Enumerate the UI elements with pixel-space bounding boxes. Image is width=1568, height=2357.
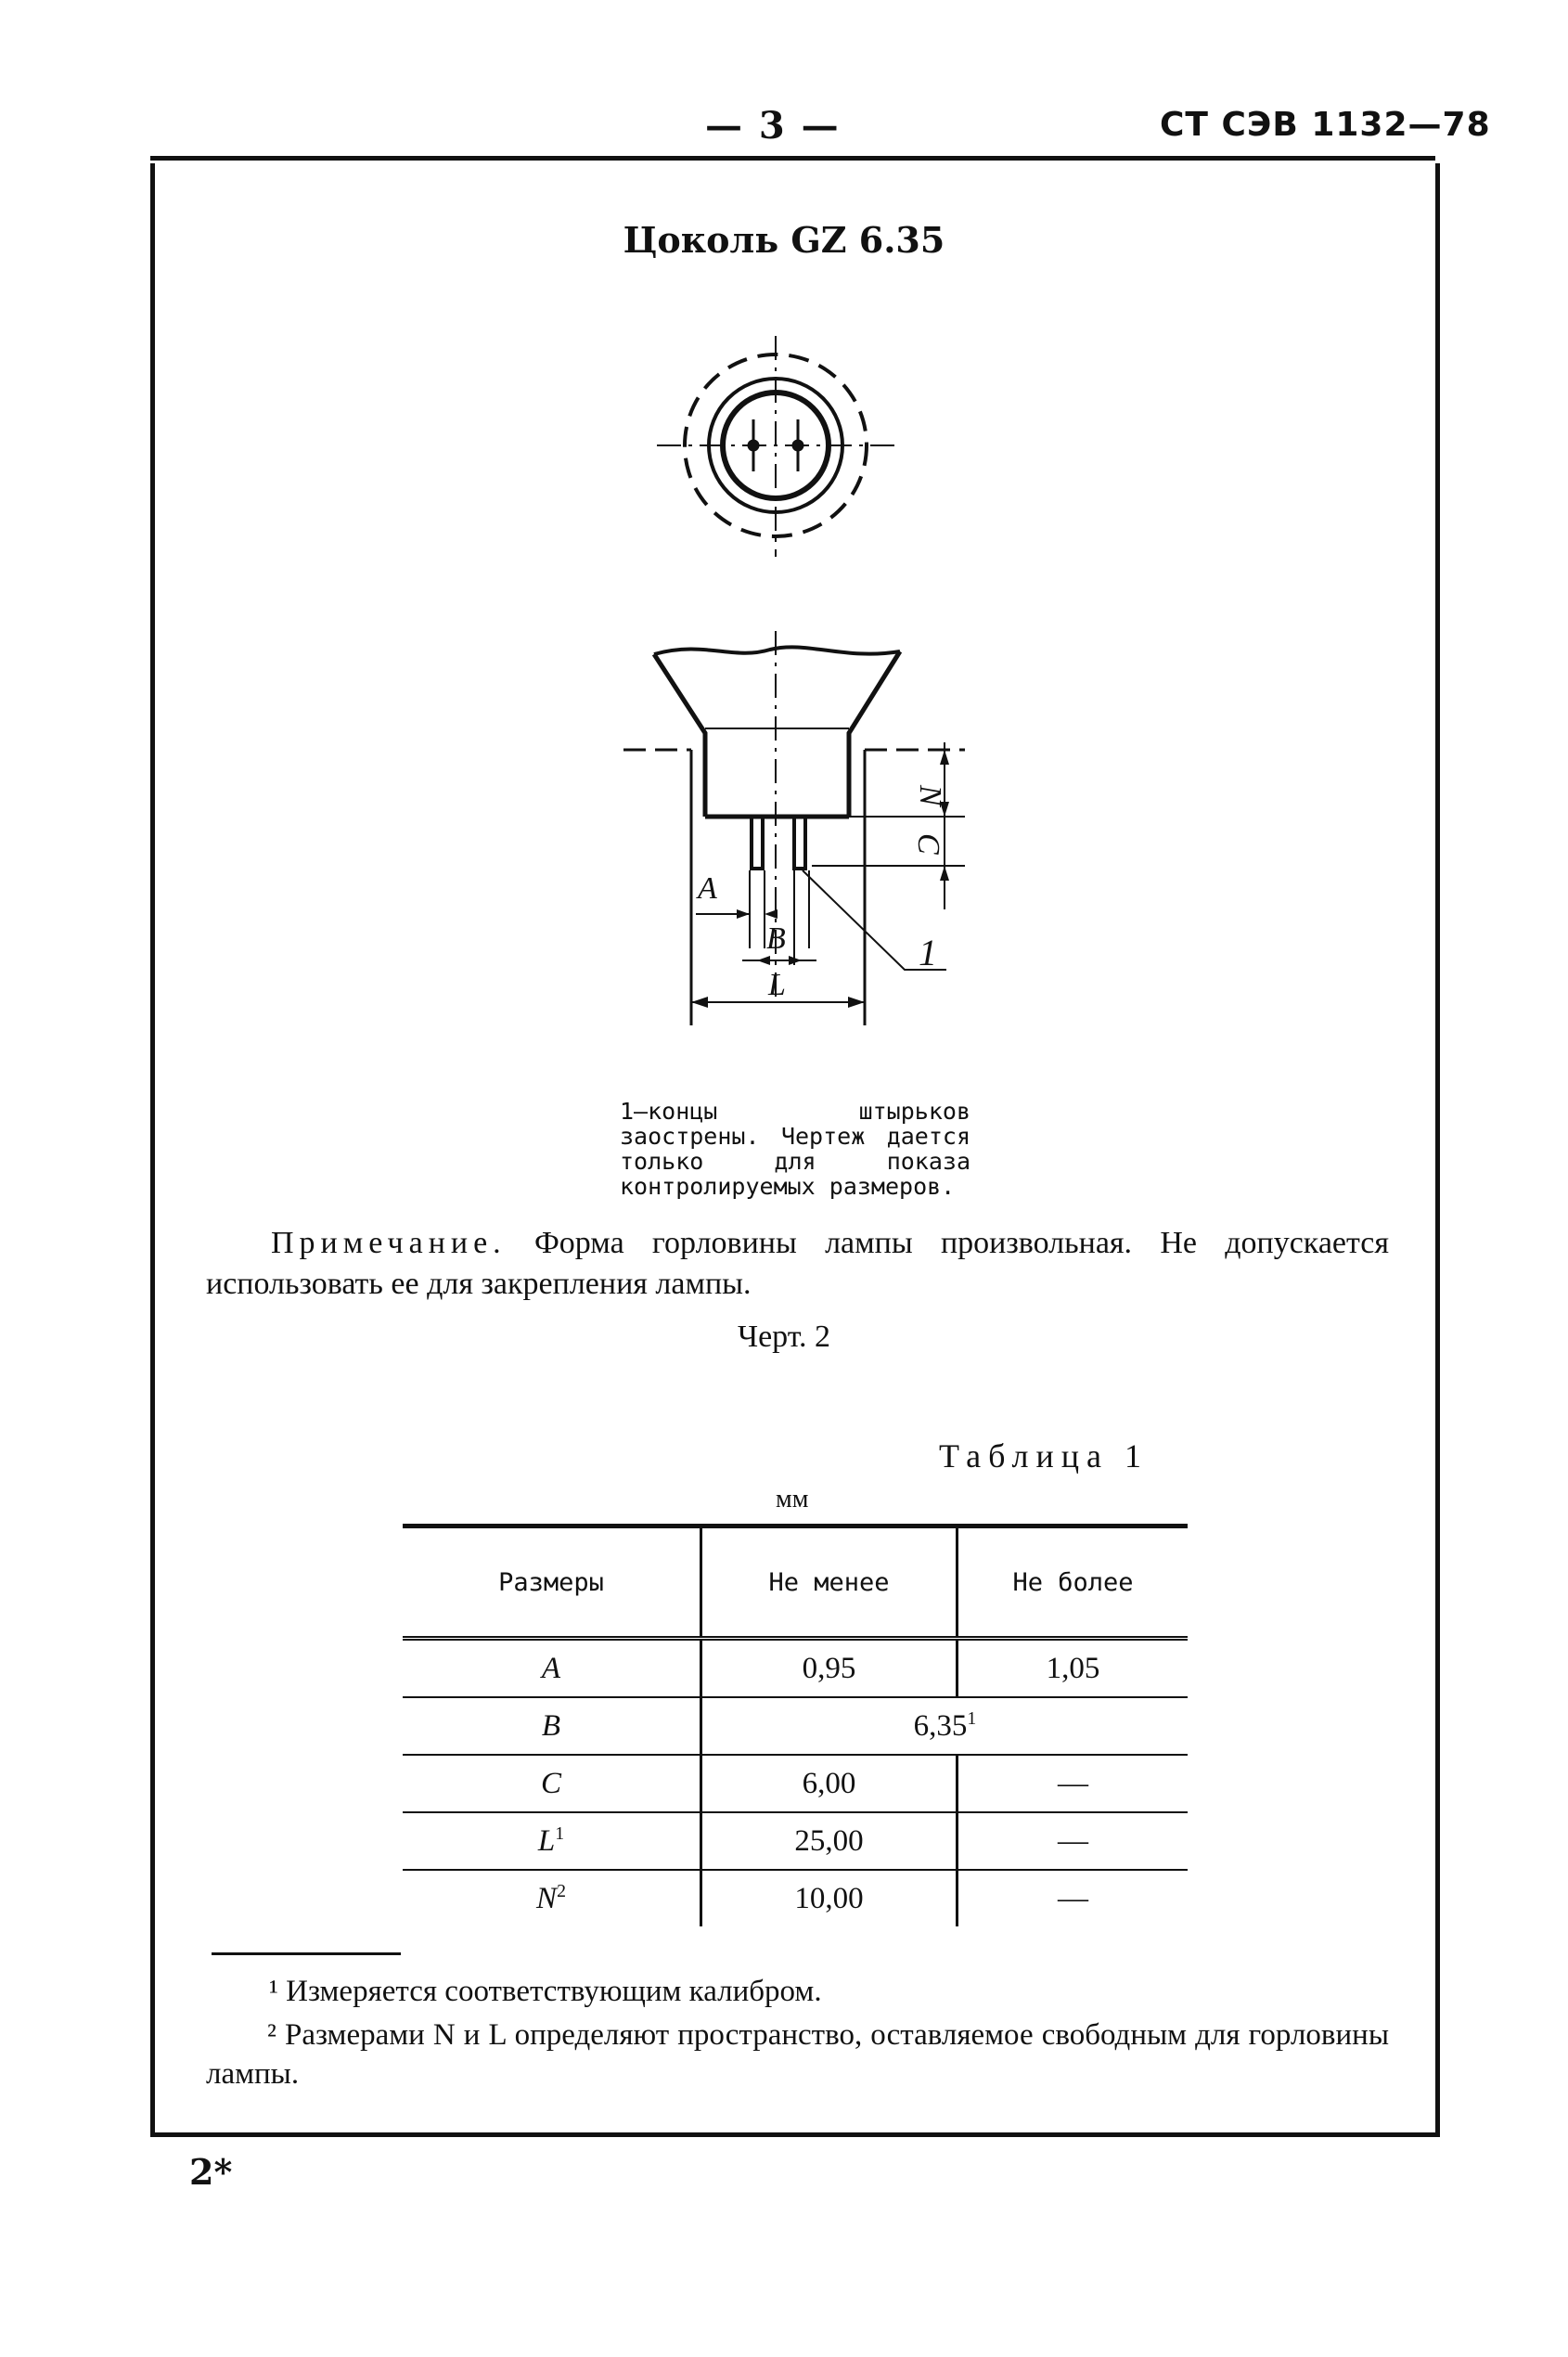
footnote-rule xyxy=(212,1952,401,1955)
table-header-row xyxy=(403,1526,1188,1639)
table-row xyxy=(403,1812,1188,1870)
standard-code: СТ СЭВ 1132—78 xyxy=(1160,106,1491,144)
label-b: B xyxy=(766,921,786,956)
table-unit: мм xyxy=(776,1485,809,1513)
table-row xyxy=(403,1870,1188,1926)
page-number: — 3 — xyxy=(705,104,841,148)
min-cell: 0,95 xyxy=(701,1639,958,1698)
table-row xyxy=(403,1639,1188,1698)
pin-dot xyxy=(792,440,803,451)
sheet-mark: 2* xyxy=(189,2151,233,2193)
pin-dot xyxy=(748,440,759,451)
dim-cell: A xyxy=(403,1639,701,1698)
table-title: Таблица 1 xyxy=(939,1437,1149,1475)
note-text: Форма горловины лампы произвольная. Не допускается использовать ее для закрепления лампы. xyxy=(206,1226,1389,1301)
label-c: C xyxy=(911,833,945,855)
label-l: L xyxy=(768,968,786,1002)
header-dimensions: Размеры xyxy=(403,1526,701,1639)
dim-cell: $L^1$ xyxy=(403,1812,701,1870)
footnote-2: ² Размерами N и L определяют пространство, оставляемое свободным для горловины лампы. xyxy=(206,2018,1389,2091)
max-cell: — xyxy=(958,1755,1189,1812)
side-view xyxy=(623,631,965,1025)
figure-label: Черт. 2 xyxy=(737,1320,831,1354)
value-cell: 6,35$^1$ xyxy=(701,1697,1189,1755)
table-row xyxy=(403,1697,1188,1755)
min-cell: 6,00 xyxy=(701,1755,958,1812)
table-row xyxy=(403,1755,1188,1812)
dimensions-table xyxy=(403,1524,1188,1926)
max-cell: — xyxy=(958,1812,1189,1870)
max-cell: 1,05 xyxy=(958,1639,1189,1698)
header-max: Не более xyxy=(958,1526,1189,1639)
note-lead: Примечание. xyxy=(271,1226,507,1260)
base-drawing xyxy=(0,0,1568,1114)
dim-cell: C xyxy=(403,1755,701,1812)
min-cell: 25,00 xyxy=(701,1812,958,1870)
top-view xyxy=(657,336,894,557)
note-paragraph xyxy=(206,1223,1389,1305)
drawing-caption: 1—концы штырьков заострены. Чертеж дается только для показа контролируемых размеров. xyxy=(620,1098,970,1200)
label-n: N xyxy=(913,785,947,806)
label-a: A xyxy=(698,871,717,906)
max-cell: — xyxy=(958,1870,1189,1926)
dim-cell: B xyxy=(403,1697,701,1755)
header-min: Не менее xyxy=(701,1526,958,1639)
footnote-1: ¹ Измеряется соответствующим калибром. xyxy=(269,1975,822,2008)
callout-number: 1 xyxy=(919,932,937,973)
min-cell: 10,00 xyxy=(701,1870,958,1926)
drawing-title: Цоколь GZ 6.35 xyxy=(623,219,945,261)
dim-cell: $N^2$ xyxy=(536,1881,566,1915)
